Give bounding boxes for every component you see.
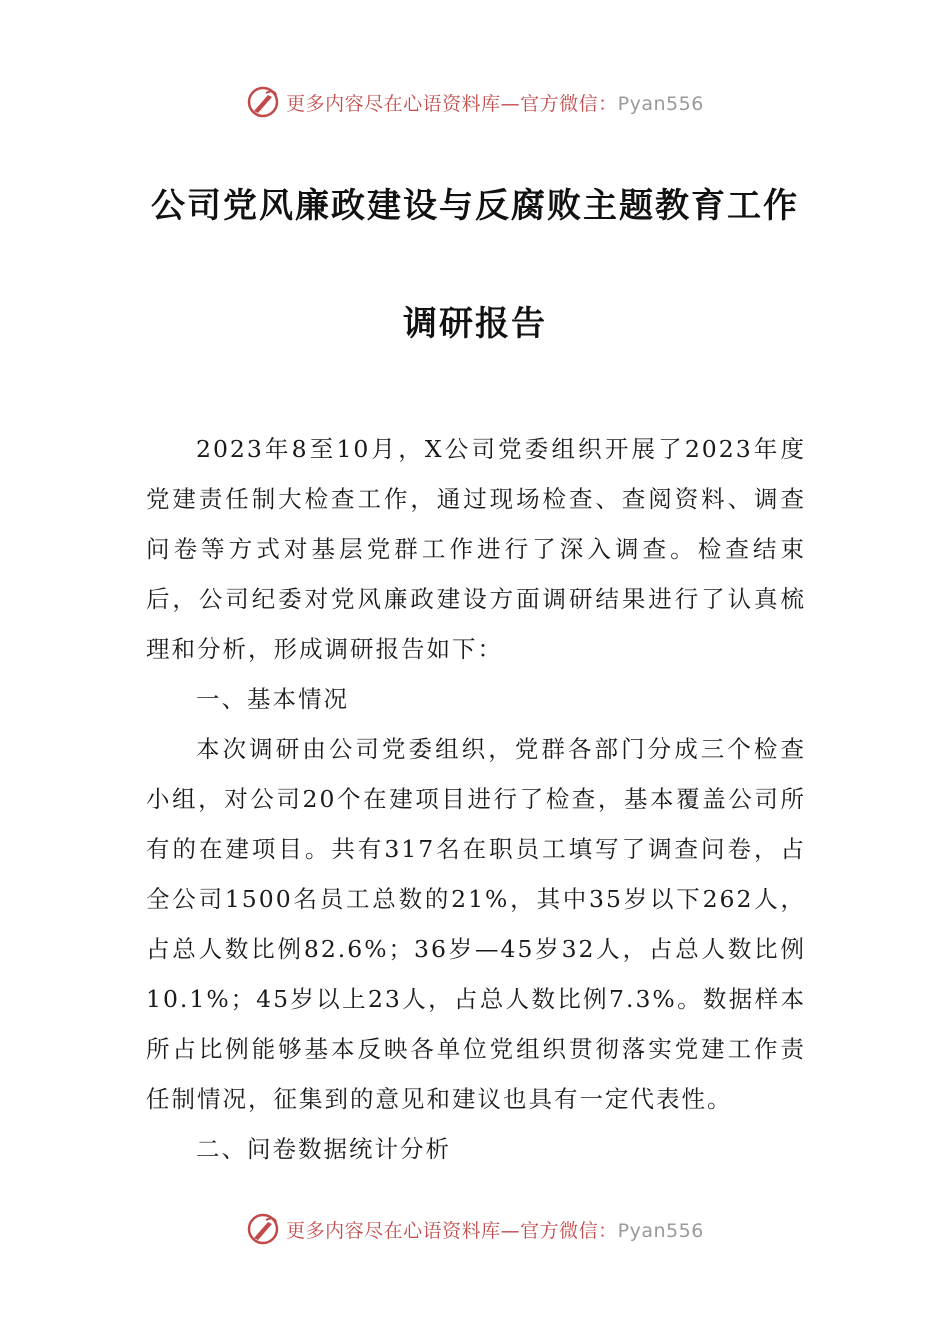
header-banner-text: 更多内容尽在心语资料库—官方微信：Pyan556 [286,92,704,115]
footer-banner [0,1209,950,1249]
paragraph-intro: 2023年8至10月，X公司党委组织开展了2023年度党建责任制大检查工作，通过现场检查、查阅资料、调查问卷等方式对基层党群工作进行了深入调查。检查结束后，公司纪委对党风廉政建设方面调研结果进行了认真梳理和分析，形成调研报告如下： [146,435,806,663]
paragraph-basic-situation: 本次调研由公司党委组织，党群各部门分成三个检查小组，对公司20个在建项目进行了检查，基本覆盖公司所有的在建项目。共有317名在职员工填写了调查问卷，占全公司1500名员工总数的21%，其中35岁以下262人，占总人数比例82.6%；36岁—45岁32人，占总人数比例10.1%；45岁以上23人，占总人数比例7.3%。数据样本所占比例能够基本反映各单位党组织贯彻落实党建工作责任制情况，征集到的意见和建议也具有一定代表性。 [146,735,806,1113]
header-banner [0,82,950,122]
footer-banner-text: 更多内容尽在心语资料库—官方微信：Pyan556 [286,1219,704,1242]
document-title-line1: 公司党风廉政建设与反腐败主题教育工作 [151,186,799,226]
section-heading-survey-analysis: 二、问卷数据统计分析 [196,1135,451,1163]
section-heading-basic-situation: 一、基本情况 [196,685,349,713]
footer-wechat-id: Pyan556 [617,1219,704,1242]
header-wechat-id: Pyan556 [617,92,704,115]
pen-nib-logo-icon [246,1212,280,1246]
document-title-line2: 调研报告 [403,304,547,344]
pen-nib-logo-icon [246,85,280,119]
document-body [146,424,806,1174]
